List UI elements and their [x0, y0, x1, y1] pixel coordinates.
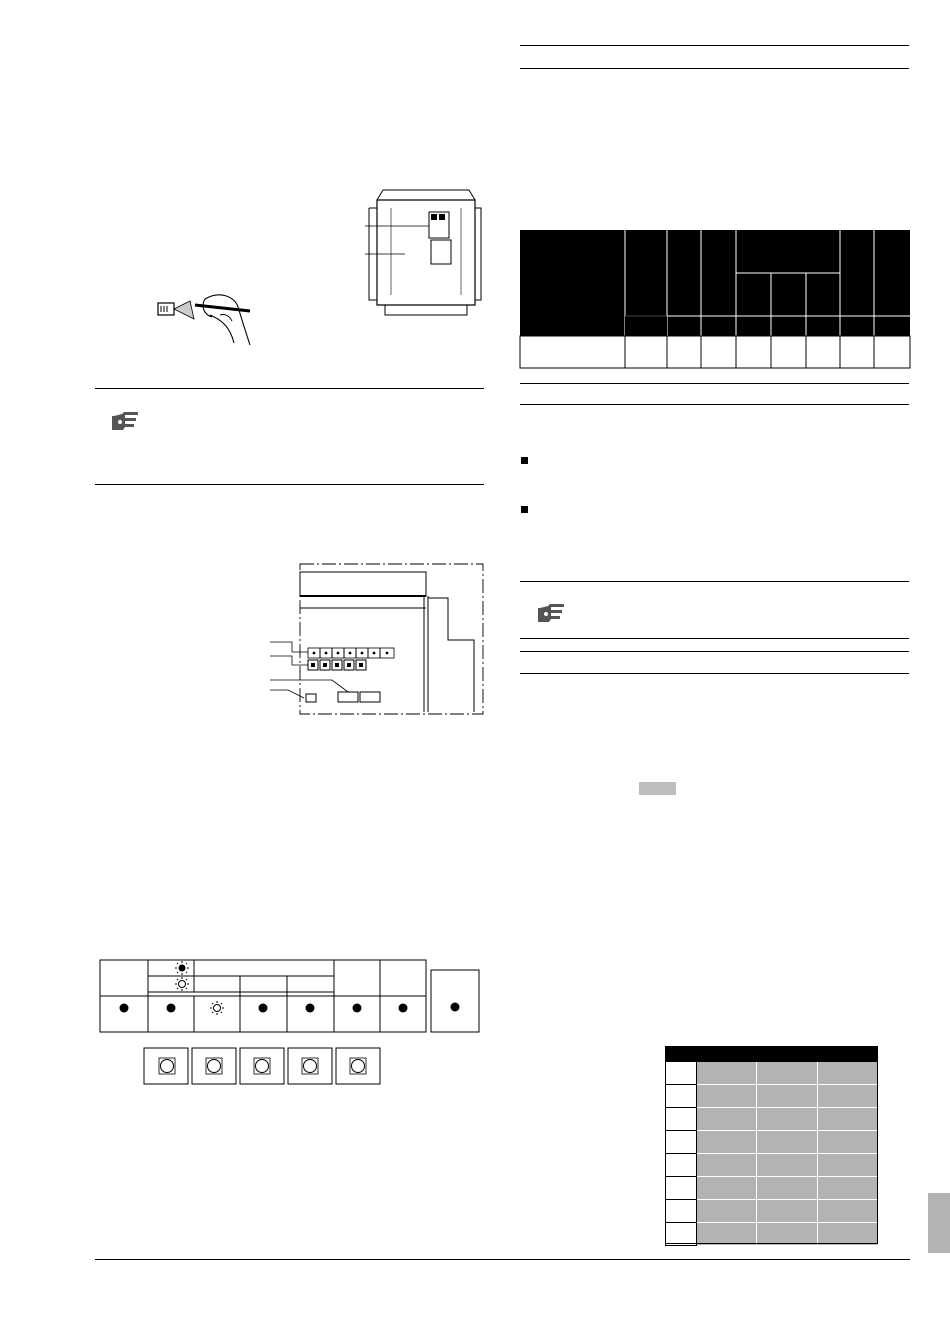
note-bottom-rule	[95, 484, 484, 485]
dip-switch-1	[306, 694, 316, 702]
hand-writing-illustration	[150, 285, 270, 350]
led-status-table	[100, 960, 485, 1086]
spec-table	[520, 230, 910, 368]
pcb-diagram	[270, 562, 485, 717]
indoor-unit-housing-illustration	[365, 190, 483, 320]
dip-switch-2	[338, 692, 358, 702]
right-rule-5	[520, 651, 909, 652]
note-top-rule-right	[520, 581, 909, 582]
right-rule-4	[520, 404, 909, 405]
push-button-icons	[144, 1048, 380, 1084]
led-row	[308, 648, 394, 658]
language-tab[interactable]	[928, 1193, 950, 1253]
right-rule-6	[520, 673, 909, 674]
note-bottom-rule-right	[520, 638, 909, 639]
right-rule-1	[520, 45, 909, 46]
grey-highlight-swatch	[639, 782, 676, 795]
note-top-rule	[95, 388, 484, 389]
sun-icons	[175, 961, 224, 1015]
footer-rule	[95, 1259, 910, 1260]
small-device-icon	[158, 303, 174, 315]
right-rule-3	[520, 383, 909, 384]
led-on-icons	[120, 1003, 460, 1013]
button-row	[308, 660, 366, 670]
right-rule-2	[520, 68, 909, 69]
dip-switch-3	[360, 692, 380, 702]
square-bullet-icon	[521, 506, 528, 513]
pointing-hand-icon	[112, 412, 146, 432]
setting-table	[665, 1046, 878, 1246]
pointing-hand-icon	[538, 604, 572, 624]
square-bullet-icon	[521, 457, 528, 464]
